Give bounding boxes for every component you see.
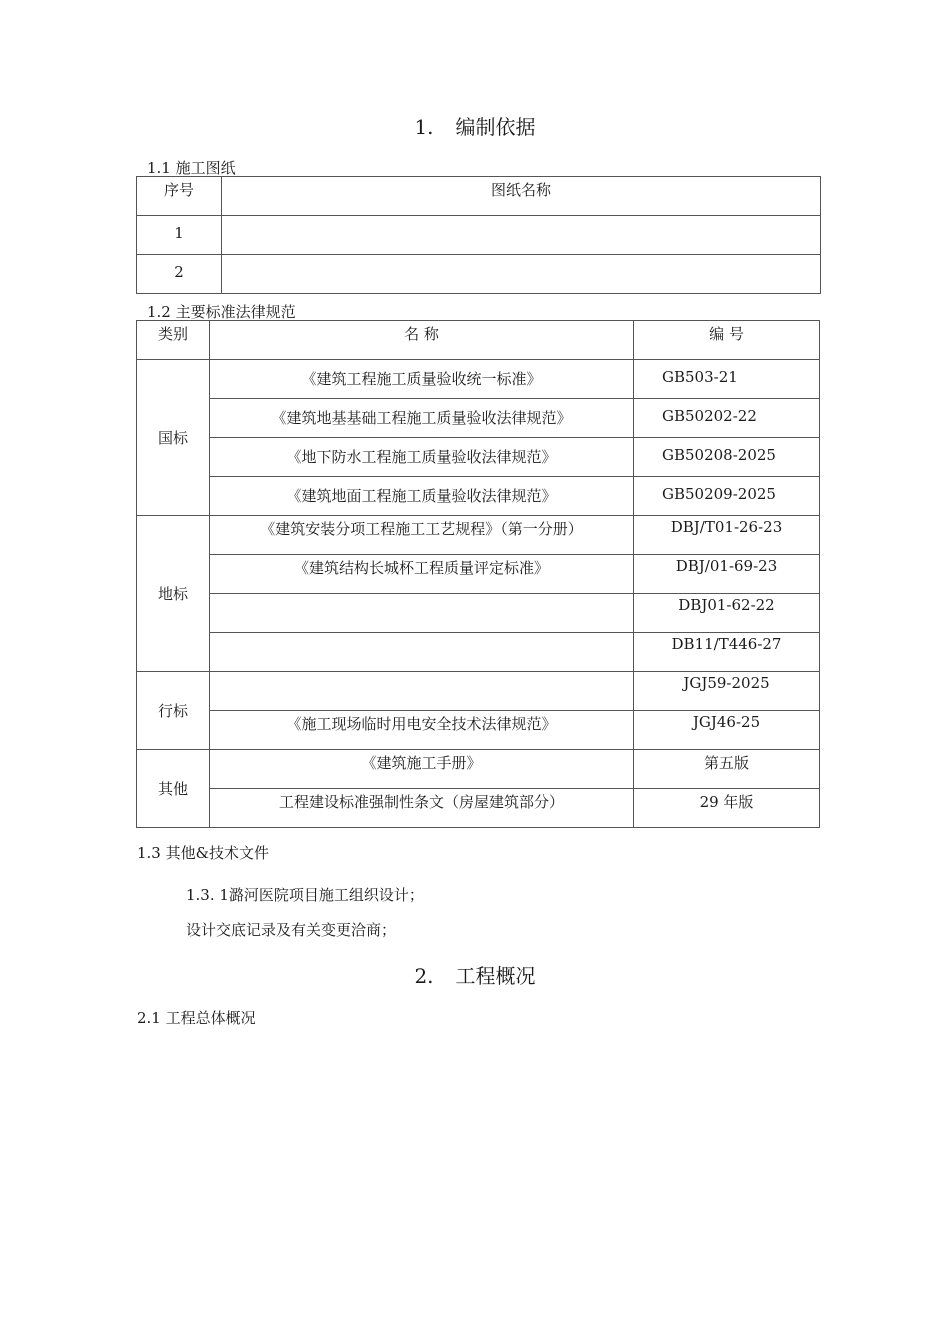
table-cell — [137, 216, 222, 255]
section-1-3-label: 1.3 其他&技术文件 — [137, 844, 269, 862]
header-code: 编 号 — [709, 325, 744, 343]
table-row — [137, 255, 821, 294]
table-cell — [634, 516, 820, 555]
standard-name: 《地下防水工程施工质量验收法律规范》 — [286, 448, 557, 466]
heading-2 — [0, 960, 950, 989]
standard-code: 29 年版 — [699, 793, 754, 811]
table-cell — [634, 438, 820, 477]
table-cell — [210, 594, 634, 633]
standard-code: JGJ46-25 — [692, 713, 761, 731]
table-cell — [634, 555, 820, 594]
heading-1 — [0, 111, 950, 140]
header-cell — [137, 321, 210, 360]
standard-name — [210, 594, 633, 596]
standard-name: 《建筑工程施工质量验收统一标准》 — [301, 370, 542, 388]
table-row — [137, 438, 820, 477]
table-cell — [210, 672, 634, 711]
standard-name: 《建筑地基基础工程施工质量验收法律规范》 — [271, 409, 572, 427]
standard-code: DB11/T446-27 — [671, 635, 782, 653]
table-cell — [634, 789, 820, 828]
section-2-1-label: 2.1 工程总体概况 — [137, 1009, 256, 1027]
table-cell — [634, 672, 820, 711]
standard-code: JGJ59-2025 — [683, 674, 770, 692]
table-cell — [222, 255, 821, 294]
section-1-1-label: 1.1 施工图纸 — [147, 159, 236, 177]
table-row — [137, 555, 820, 594]
table-cell — [210, 438, 634, 477]
standard-code: GB50208-2025 — [662, 446, 776, 464]
drawings-table — [136, 176, 821, 294]
table-cell — [634, 477, 820, 516]
table-row — [137, 633, 820, 672]
category-cell — [137, 750, 210, 828]
table-header-row — [137, 177, 821, 216]
standard-name — [210, 633, 633, 635]
table-cell — [210, 789, 634, 828]
heading-1-number: 1. — [414, 115, 434, 139]
header-name: 名 称 — [404, 325, 439, 343]
table-cell — [210, 516, 634, 555]
table-cell — [634, 360, 820, 399]
standard-code: DBJ/01-69-23 — [675, 557, 778, 575]
table-cell — [210, 633, 634, 672]
row-name — [222, 255, 820, 263]
category-label: 国标 — [157, 429, 188, 447]
header-cell — [137, 177, 222, 216]
table-row — [137, 750, 820, 789]
standard-name — [210, 672, 633, 674]
standard-name: 《建筑施工手册》 — [361, 754, 482, 772]
table-row — [137, 399, 820, 438]
standard-name: 《建筑结构长城杯工程质量评定标准》 — [293, 559, 549, 577]
category-label: 行标 — [157, 702, 188, 720]
table-row — [137, 672, 820, 711]
category-cell — [137, 360, 210, 516]
table-header-row — [137, 321, 820, 360]
table-row — [137, 216, 821, 255]
standard-name: 《建筑地面工程施工质量验收法律规范》 — [286, 487, 557, 505]
standard-name: 《建筑安装分项工程施工工艺规程》（第一分册） — [260, 520, 583, 538]
category-cell — [137, 516, 210, 672]
heading-2-number: 2. — [414, 964, 434, 988]
header-category: 类别 — [157, 325, 188, 343]
table-cell — [634, 594, 820, 633]
standard-code: GB503-21 — [662, 368, 738, 386]
table-cell — [210, 750, 634, 789]
row-no: 2 — [174, 263, 184, 281]
header-no: 序号 — [163, 181, 194, 199]
header-cell — [222, 177, 821, 216]
table-cell — [137, 255, 222, 294]
category-label: 其他 — [157, 780, 188, 798]
header-cell — [210, 321, 634, 360]
row-no: 1 — [174, 224, 184, 242]
document-item: 1.3. 1潞河医院项目施工组织设计； — [186, 886, 424, 904]
document-item: 设计交底记录及有关变更洽商； — [186, 921, 397, 939]
category-label: 地标 — [157, 585, 188, 603]
table-cell — [634, 750, 820, 789]
table-row — [137, 477, 820, 516]
table-cell — [222, 216, 821, 255]
standard-code: GB50202-22 — [662, 407, 757, 425]
table-row — [137, 711, 820, 750]
standard-code: GB50209-2025 — [662, 485, 776, 503]
table-cell — [210, 360, 634, 399]
row-name — [222, 216, 820, 224]
table-cell — [634, 633, 820, 672]
table-row — [137, 360, 820, 399]
table-cell — [634, 711, 820, 750]
standard-code: DBJ01-62-22 — [678, 596, 775, 614]
table-cell — [210, 711, 634, 750]
section-1-2-label: 1.2 主要标准法律规范 — [147, 303, 296, 321]
category-cell — [137, 672, 210, 750]
standard-code: DBJ/T01-26-23 — [670, 518, 783, 536]
header-drawing-name: 图纸名称 — [490, 181, 551, 199]
table-cell — [210, 477, 634, 516]
standard-name: 工程建设标准强制性条文（房屋建筑部分） — [278, 793, 564, 811]
table-cell — [210, 399, 634, 438]
heading-1-text: 编制依据 — [455, 115, 536, 139]
header-cell — [634, 321, 820, 360]
table-row — [137, 594, 820, 633]
standards-table — [136, 320, 820, 828]
standard-code: 第五版 — [703, 754, 749, 772]
heading-2-text: 工程概况 — [455, 964, 536, 988]
table-row — [137, 516, 820, 555]
standard-name: 《施工现场临时用电安全技术法律规范》 — [286, 715, 557, 733]
table-cell — [210, 555, 634, 594]
table-row — [137, 789, 820, 828]
table-cell — [634, 399, 820, 438]
